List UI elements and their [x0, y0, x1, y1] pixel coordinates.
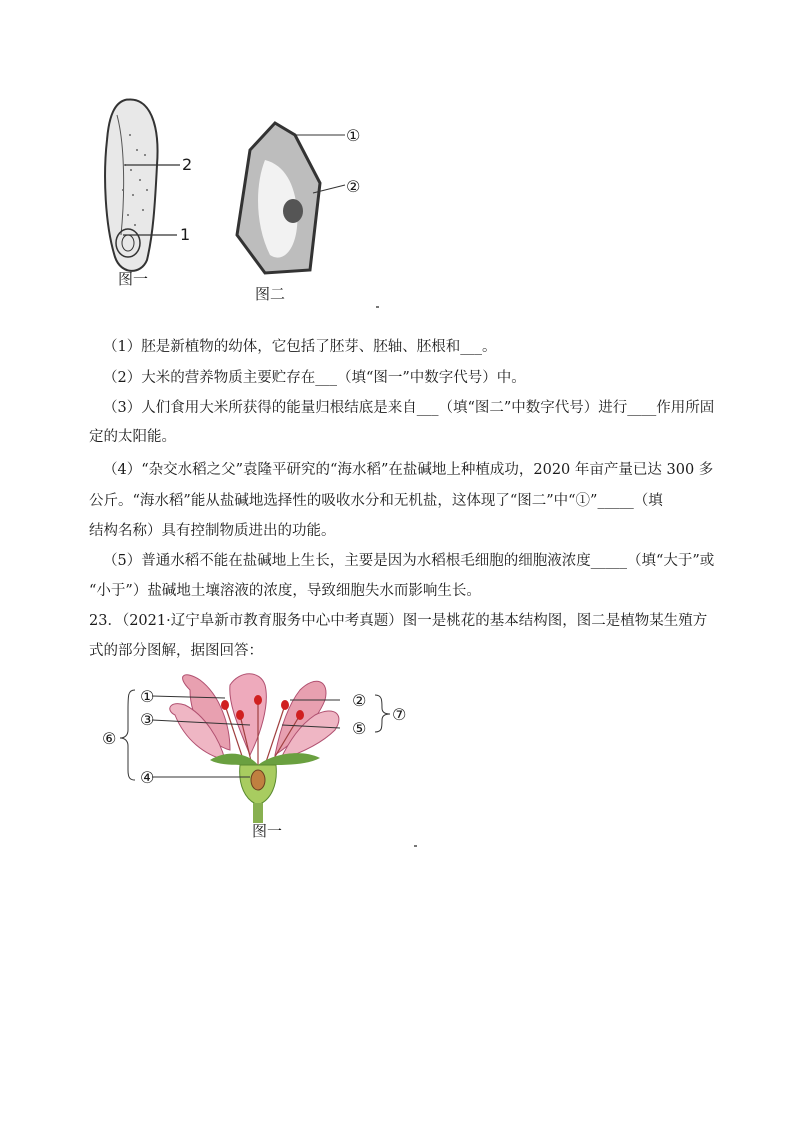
flower-label-1: ①	[140, 687, 155, 706]
flower-label-4: ④	[140, 768, 155, 787]
rice-seed-drawing	[95, 95, 215, 295]
question-5: （5）普通水稻不能在盐碱地上生长，主要是因为水稻根毛细胞的细胞液浓度_____（填“大于”或	[103, 553, 715, 569]
cell-label-1: ①	[346, 126, 361, 145]
flower-label-6: ⑥	[102, 729, 117, 748]
flower-label-7: ⑦	[392, 705, 407, 724]
question-3: （3）人们食用大米所获得的能量归根结底是来自___（填“图二”中数字代号）进行____作用所固	[103, 400, 715, 416]
figure-plant-cell	[225, 115, 385, 305]
flower-label-5: ⑤	[352, 719, 367, 738]
question-3-cont: 定的太阳能。	[89, 429, 176, 445]
question-23-cont: 式的部分图解，据图回答：	[89, 643, 263, 659]
question-5-cont: “小于”）盐碱地土壤溶液的浓度，导致细胞失水而影响生长。	[89, 583, 481, 599]
question-1: （1）胚是新植物的幼体，它包括了胚芽、胚轴、胚根和___。	[103, 339, 497, 355]
plant-cell-drawing	[225, 115, 385, 305]
question-4-cont: 公斤。“海水稻”能从盐碱地选择性的吸收水分和无机盐，这体现了“图二”中“①”_____（填	[89, 493, 663, 509]
stray-mark	[376, 306, 379, 308]
figure2-caption: 图二	[255, 285, 286, 303]
figure-rice-seed	[95, 95, 215, 295]
question-23-header: 23．（2021·辽宁阜新市教育服务中心中考真题）图一是桃花的基本结构图，图二是植物某生殖方	[89, 613, 708, 629]
figure1-caption: 图一	[118, 270, 149, 288]
question-2: （2）大米的营养物质主要贮存在___（填“图一”中数字代号）中。	[103, 370, 526, 386]
question-4-cont2: 结构名称）具有控制物质进出的功能。	[89, 523, 336, 539]
flower-label-2: ②	[352, 691, 367, 710]
flower-label-3: ③	[140, 710, 155, 729]
figure3-caption: 图一	[252, 822, 283, 840]
question-4: （4）“杂交水稻之父”袁隆平研究的“海水稻”在盐碱地上种植成功，2020 年亩产量已达 300 多	[103, 462, 714, 478]
figure-peach-flower	[100, 670, 420, 845]
seed-label-2: 2	[182, 155, 193, 174]
seed-label-1: 1	[180, 225, 191, 244]
cell-label-2: ②	[346, 177, 361, 196]
stray-mark-2	[414, 845, 417, 847]
